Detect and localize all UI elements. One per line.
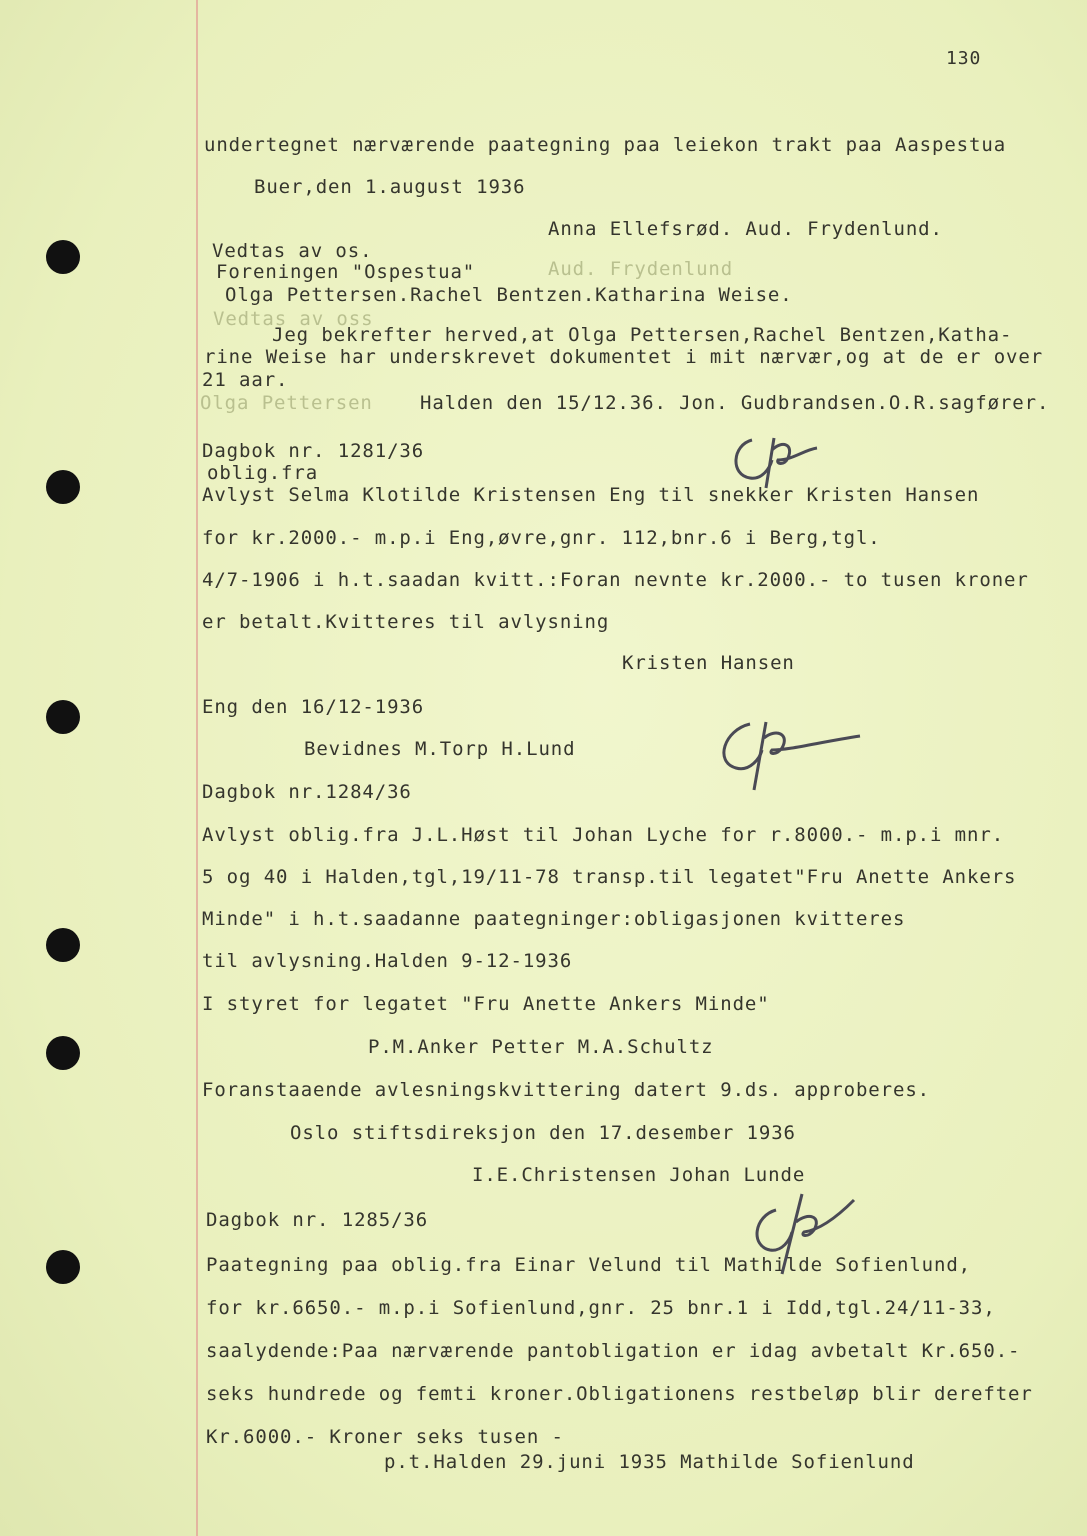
handwritten-initials: [722, 420, 832, 490]
text-line: oblig.fra: [207, 462, 319, 484]
punch-hole: [46, 700, 80, 734]
text-line: Foreningen "Ospestua": [216, 261, 476, 283]
punch-hole: [46, 470, 80, 504]
text-line: Paategning paa oblig.fra Einar Velund til Mathilde Sofienlund,: [206, 1254, 972, 1276]
text-line: Anna Ellefsrød. Aud. Frydenlund.: [548, 218, 943, 240]
text-line: p.t.Halden 29.juni 1935 Mathilde Sofienlund: [384, 1451, 915, 1473]
handwritten-initials: [710, 712, 870, 792]
text-line: 21 aar.: [202, 369, 289, 391]
text-line: 4/7-1906 i h.t.saadan kvitt.:Foran nevnte kr.2000.- to tusen kroner: [202, 569, 1029, 591]
entry-heading: Dagbok nr. 1285/36: [206, 1209, 429, 1231]
text-line: for kr.2000.- m.p.i Eng,øvre,gnr. 112,bnr.6 i Berg,tgl.: [202, 527, 881, 549]
handwritten-initials: [742, 1186, 862, 1276]
text-line: Kristen Hansen: [622, 652, 795, 674]
text-line: til avlysning.Halden 9-12-1936: [202, 950, 573, 972]
faint-text: Aud. Frydenlund: [548, 258, 734, 280]
text-line: 5 og 40 i Halden,tgl,19/11-78 transp.til legatet"Fru Anette Ankers: [202, 866, 1017, 888]
text-line: I.E.Christensen Johan Lunde: [472, 1164, 806, 1186]
text-line: Vedtas av os.: [212, 240, 373, 262]
text-line: Jeg bekrefter herved,at Olga Pettersen,Rachel Bentzen,Katha-: [272, 324, 1013, 346]
text-line: undertegnet nærværende paategning paa leiekon trakt paa Aaspestua: [204, 134, 1007, 156]
text-line: P.M.Anker Petter M.A.Schultz: [368, 1036, 714, 1058]
text-line: Minde" i h.t.saadanne paategninger:obligasjonen kvitteres: [202, 908, 906, 930]
text-line: Kr.6000.- Kroner seks tusen -: [206, 1426, 564, 1448]
text-line: Bevidnes M.Torp H.Lund: [304, 738, 576, 760]
text-line: seks hundrede og femti kroner.Obligationens restbeløp blir derefter: [206, 1383, 1033, 1405]
entry-heading: Dagbok nr. 1281/36: [202, 440, 425, 462]
faint-text: Olga Pettersen: [200, 392, 373, 414]
entry-heading: Dagbok nr.1284/36: [202, 781, 412, 803]
text-line: Buer,den 1.august 1936: [254, 176, 526, 198]
punch-hole: [46, 928, 80, 962]
text-line: Avlyst oblig.fra J.L.Høst til Johan Lyche for r.8000.- m.p.i mnr.: [202, 824, 1005, 846]
text-line: for kr.6650.- m.p.i Sofienlund,gnr. 25 bnr.1 i Idd,tgl.24/11-33,: [206, 1297, 996, 1319]
text-line: I styret for legatet "Fru Anette Ankers Minde": [202, 993, 770, 1015]
text-line: er betalt.Kvitteres til avlysning: [202, 611, 610, 633]
punch-hole: [46, 1036, 80, 1070]
page-number: 130: [946, 48, 982, 69]
faint-text: Vedtas av oss: [213, 308, 374, 330]
margin-rule: [196, 0, 198, 1536]
text-line: Avlyst Selma Klotilde Kristensen Eng til snekker Kristen Hansen: [202, 484, 980, 506]
punch-hole: [46, 240, 80, 274]
text-line: rine Weise har underskrevet dokumentet i mit nærvær,og at de er over: [204, 346, 1044, 368]
text-line: saalydende:Paa nærværende pantobligation er idag avbetalt Kr.650.-: [206, 1340, 1021, 1362]
text-line: Eng den 16/12-1936: [202, 696, 425, 718]
punch-hole: [46, 1250, 80, 1284]
text-line: Olga Pettersen.Rachel Bentzen.Katharina Weise.: [225, 284, 793, 306]
text-line: Halden den 15/12.36. Jon. Gudbrandsen.O.R.sagfører.: [420, 392, 1050, 414]
text-line: Oslo stiftsdireksjon den 17.desember 1936: [290, 1122, 796, 1144]
text-line: Foranstaaende avlesningskvittering datert 9.ds. approberes.: [202, 1079, 930, 1101]
